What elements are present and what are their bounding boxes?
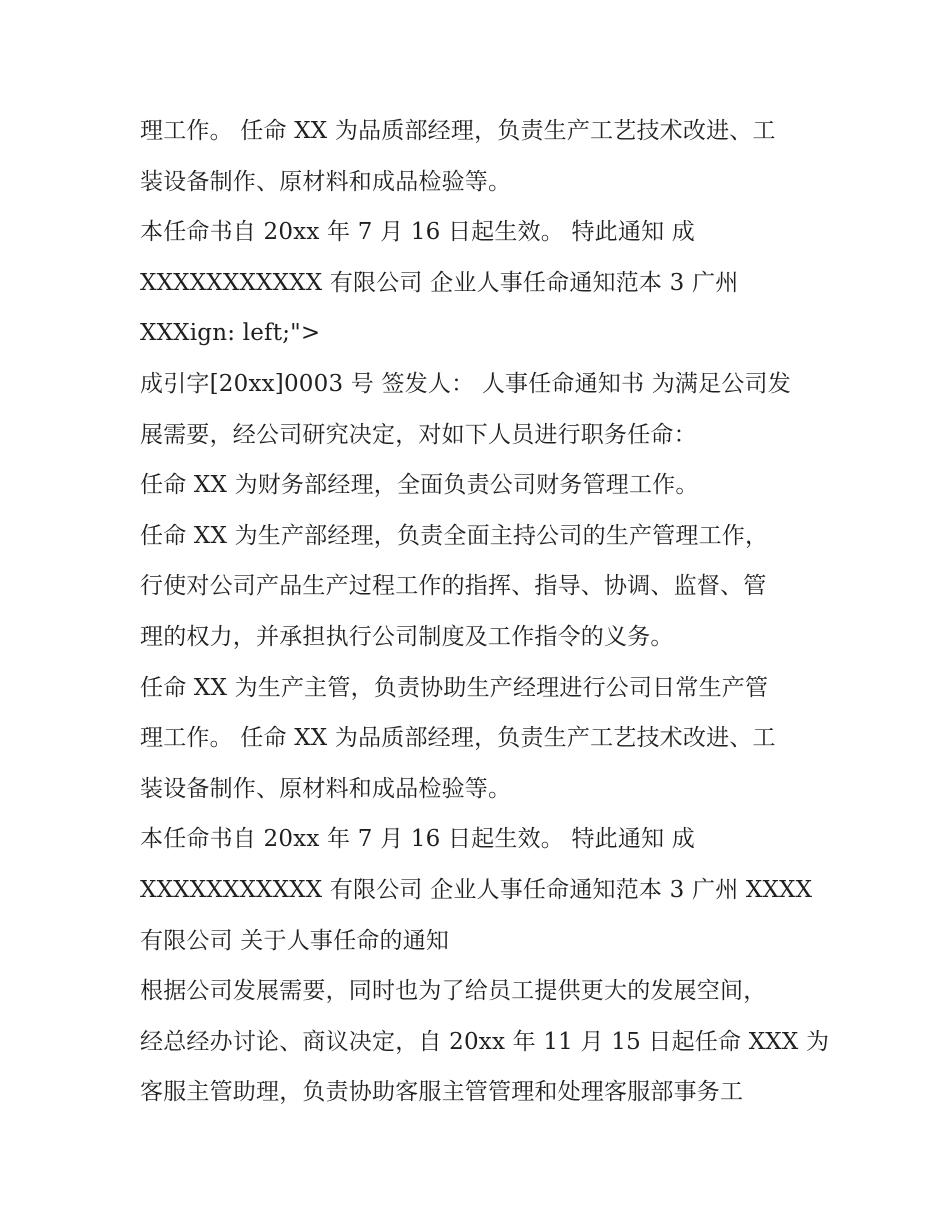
text-line: 有限公司 关于人事任命的通知 [140, 927, 450, 954]
text-line: 装设备制作、原材料和成品检验等。 [140, 168, 512, 195]
text-line: 装设备制作、原材料和成品检验等。 [140, 775, 512, 802]
text-line: 客服主管助理，负责协助客服主管管理和处理客服部事务工 [140, 1079, 744, 1106]
document-body [140, 106, 830, 1118]
text-line: 任命 XX 为财务部经理，全面负责公司财务管理工作。 [140, 472, 699, 499]
text-line: 任命 XX 为生产主管，负责协助生产经理进行公司日常生产管 [140, 674, 769, 701]
text-line: 理的权力，并承担执行公司制度及工作指令的义务。 [140, 623, 674, 650]
text-line: XXXign: left;"> [140, 320, 321, 347]
text-line: 根据公司发展需要，同时也为了给员工提供更大的发展空间， [140, 978, 767, 1005]
text-line: 理工作。 任命 XX 为品质部经理，负责生产工艺技术改进、工 [140, 725, 776, 752]
text-line: 理工作。 任命 XX 为品质部经理，负责生产工艺技术改进、工 [140, 118, 776, 144]
text-line: 任命 XX 为生产部经理，负责全面主持公司的生产管理工作， [140, 522, 769, 549]
text-line: 本任命书自 20xx 年 7 月 16 日起生效。 特此通知 成 [140, 219, 695, 246]
text-line: 展需要，经公司研究决定，对如下人员进行职务任命： [140, 421, 697, 448]
text-line: XXXXXXXXXXX 有限公司 企业人事任命通知范本 3 广州 [140, 269, 739, 296]
text-line: 本任命书自 20xx 年 7 月 16 日起生效。 特此通知 成 [140, 826, 695, 853]
text-line: 行使对公司产品生产过程工作的指挥、指导、协调、监督、管 [140, 573, 767, 600]
text-line: XXXXXXXXXXX 有限公司 企业人事任命通知范本 3 广州 XXXX [140, 876, 813, 903]
text-line: 成引字[20xx]0003 号 签发人： 人事任命通知书 为满足公司发 [140, 370, 791, 397]
text-line: 经总经办讨论、商议决定，自 20xx 年 11 月 15 日起任命 XXX 为 [140, 1028, 830, 1055]
